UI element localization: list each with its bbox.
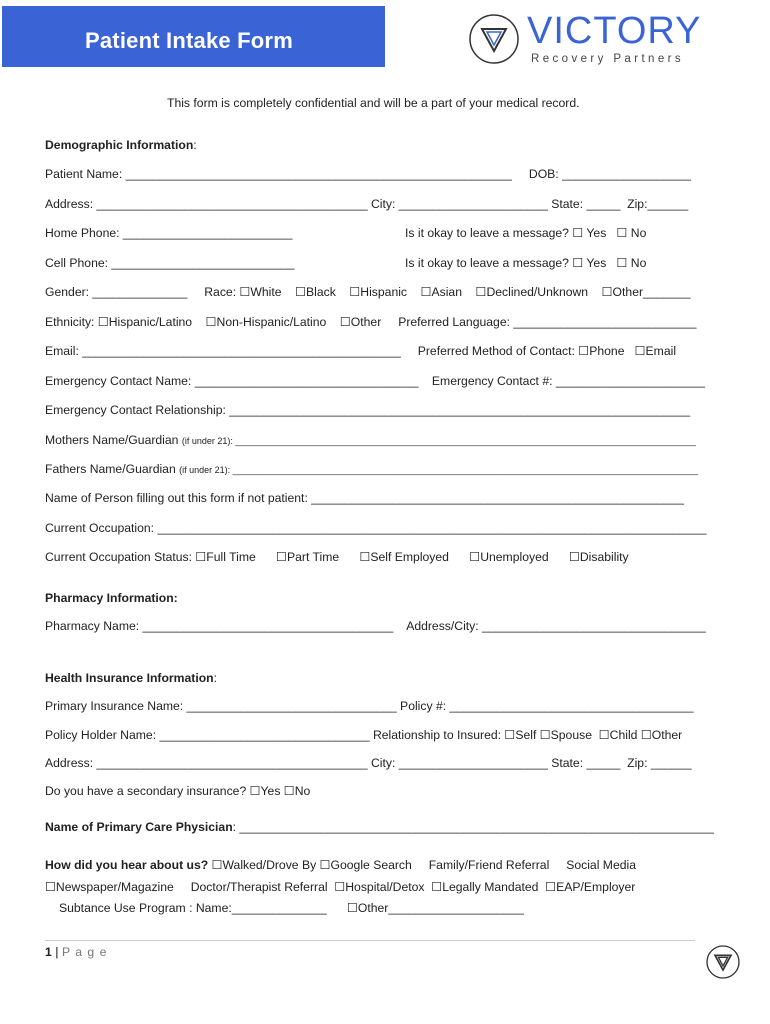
- home-phone-message-options[interactable]: Is it okay to leave a message? ☐ Yes ☐ No: [405, 226, 647, 240]
- fathers-guardian-field[interactable]: [45, 462, 698, 476]
- policy-holder-field[interactable]: Policy Holder Name: _______________________________ Relationship to Insured: ☐Self ☐Spouse ☐Child ☐Other: [45, 728, 683, 742]
- page-word: P a g e: [61, 945, 108, 959]
- emergency-contact-field[interactable]: Emergency Contact Name: _________________________________ Emergency Contact #: ______________________: [45, 374, 705, 388]
- primary-physician-field[interactable]: [45, 820, 714, 834]
- address-field[interactable]: Address: ________________________________________ City: ______________________ State: _____ Zip:______: [45, 197, 689, 211]
- email-contact-method-field[interactable]: Email: _______________________________________________ Preferred Method of Contact: ☐Phone ☐Email: [45, 344, 677, 358]
- insurance-heading-colon: :: [213, 671, 218, 685]
- occupation-status-options[interactable]: Current Occupation Status: ☐Full Time ☐Part Time ☐Self Employed ☐Unemployed ☐Disability: [45, 550, 629, 564]
- primary-insurance-field[interactable]: Primary Insurance Name: _______________________________ Policy #: ____________________________________: [45, 699, 694, 713]
- referral-options-row3[interactable]: Subtance Use Program : Name:______________ ☐Other____________________: [59, 901, 524, 915]
- victory-footer-emblem-icon: [705, 944, 741, 980]
- mothers-guardian-label: Mothers Name/Guardian: [45, 433, 182, 447]
- insurance-heading: [45, 671, 217, 685]
- referral-question-text: How did you hear about us?: [45, 858, 209, 872]
- referral-options-row2[interactable]: ☐Newspaper/Magazine Doctor/Therapist Referral ☐Hospital/Detox ☐Legally Mandated ☐EAP/Employer: [45, 880, 636, 894]
- victory-emblem-icon: [467, 12, 521, 66]
- secondary-insurance-options[interactable]: Do you have a secondary insurance? ☐Yes ☐No: [45, 784, 311, 798]
- victory-logo: [467, 12, 717, 70]
- logo-subtitle: Recovery Partners: [531, 53, 685, 65]
- occupation-field[interactable]: Current Occupation: _________________________________________________________________________________: [45, 521, 707, 535]
- demographic-heading: [45, 138, 197, 152]
- page-footer: [45, 945, 107, 959]
- insurance-heading-text: Health Insurance Information: [45, 671, 214, 685]
- person-filling-field[interactable]: Name of Person filling out this form if not patient: _______________________________________________________: [45, 491, 685, 505]
- cell-phone-field[interactable]: Cell Phone: ___________________________: [45, 256, 295, 270]
- referral-question[interactable]: [45, 858, 636, 872]
- referral-options-row1[interactable]: ☐Walked/Drove By ☐Google Search Family/Friend Referral Social Media: [208, 858, 636, 872]
- primary-physician-label: Name of Primary Care Physician: [45, 820, 233, 834]
- insurance-address-field[interactable]: Address: ________________________________________ City: ______________________ State: _____ Zip: ______: [45, 756, 692, 770]
- primary-physician-line: : ______________________________________________________________________: [232, 820, 714, 834]
- mothers-guardian-note: (if under 21): ____________________________________________________________________________________________: [181, 436, 696, 446]
- fathers-guardian-note: (if under 21): _____________________________________________________________________________________________: [179, 465, 699, 475]
- emergency-relationship-field[interactable]: Emergency Contact Relationship: ____________________________________________________________________: [45, 403, 691, 417]
- form-title-banner: [2, 6, 385, 67]
- demographic-heading-colon: :: [193, 138, 197, 152]
- home-phone-field[interactable]: Home Phone: _________________________: [45, 226, 293, 240]
- logo-wordmark: VICTORY: [527, 10, 702, 52]
- cell-phone-message-options[interactable]: Is it okay to leave a message? ☐ Yes ☐ No: [405, 256, 647, 270]
- footer-divider: [45, 940, 695, 941]
- confidentiality-note: This form is completely confidential and will be a part of your medical record.: [167, 96, 580, 110]
- form-title: Patient Intake Form: [85, 28, 293, 53]
- page-separator: |: [51, 945, 62, 959]
- patient-name-dob-field[interactable]: Patient Name: _________________________________________________________ DOB: ___________________: [45, 167, 691, 181]
- demographic-heading-text: Demographic Information: [45, 138, 194, 152]
- fathers-guardian-label: Fathers Name/Guardian: [45, 462, 180, 476]
- ethnicity-language-field[interactable]: Ethnicity: ☐Hispanic/Latino ☐Non-Hispanic/Latino ☐Other Preferred Language: ___________________________: [45, 315, 697, 329]
- page-number: 1: [45, 945, 52, 959]
- mothers-guardian-field[interactable]: [45, 433, 696, 447]
- pharmacy-name-address-field[interactable]: Pharmacy Name: _____________________________________ Address/City: _________________________________: [45, 619, 706, 633]
- pharmacy-heading: Pharmacy Information:: [45, 591, 178, 605]
- gender-race-field[interactable]: Gender: ______________ Race: ☐White ☐Black ☐Hispanic ☐Asian ☐Declined/Unknown ☐Other_______: [45, 285, 691, 299]
